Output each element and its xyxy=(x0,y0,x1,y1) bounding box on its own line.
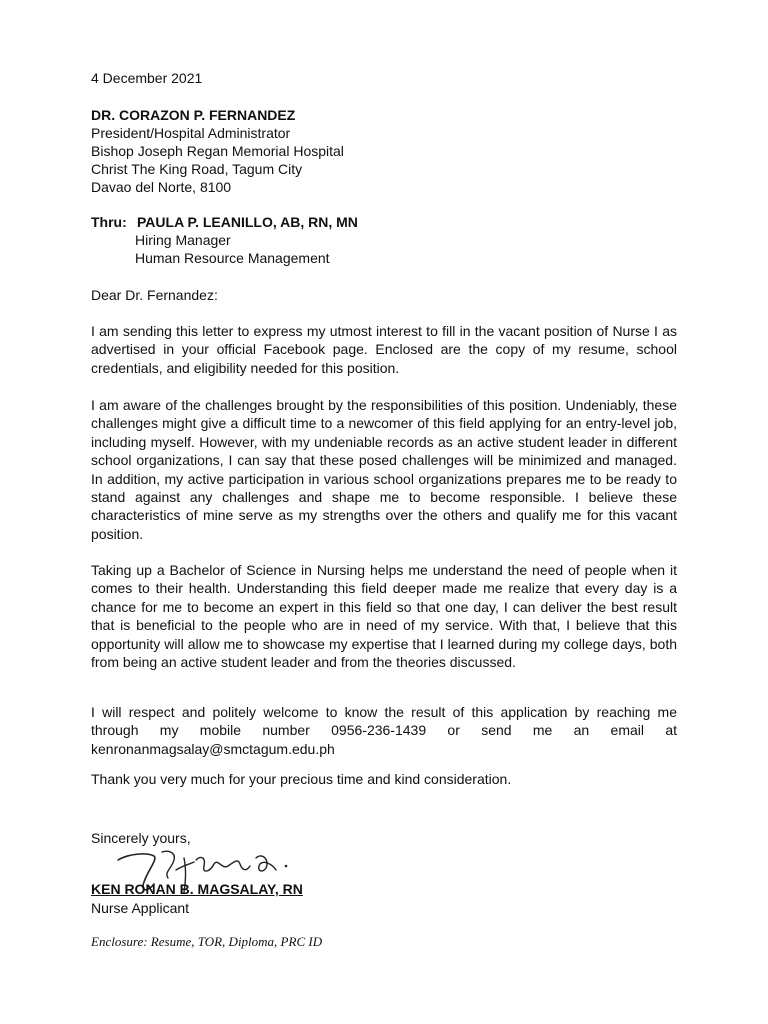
body-paragraph-5: Thank you very much for your precious time and kind consideration. xyxy=(91,771,512,787)
thru-title: Hiring Manager xyxy=(135,232,231,248)
body-paragraph-3: Taking up a Bachelor of Science in Nursing helps me understand the need of people when it comes to their health. Understanding this field deeper made me realize that every day is a chance for me to become an expert in this field so that one day, I can deliver the best result that is beneficial to the people who are in need of my service. With that, I believe that this opportunity will allow me to showcase my expertise that I learned during my college days, both from being an active student leader and from the theories discussed. xyxy=(91,562,677,671)
body-paragraph-4: I will respect and politely welcome to know the result of this application by reaching me through my mobile number 0956-236-1439 or send me an email at kenronanmagsalay@smctagum.edu.ph xyxy=(91,704,677,757)
letter-date: 4 December 2021 xyxy=(91,70,203,86)
thru-department: Human Resource Management xyxy=(135,250,330,266)
enclosure-note: Enclosure: Resume, TOR, Diploma, PRC ID xyxy=(91,934,323,949)
closing: Sincerely yours, xyxy=(91,830,191,846)
recipient-organization: Bishop Joseph Regan Memorial Hospital xyxy=(91,143,344,159)
recipient-title: President/Hospital Administrator xyxy=(91,125,291,141)
recipient-street: Christ The King Road, Tagum City xyxy=(91,161,303,177)
body-paragraph-1: I am sending this letter to express my utmost interest to fill in the vacant position of Nurse I as advertised in your official Facebook page. Enclosed are the copy of my resume, school credentials, and eligibility needed for this position. xyxy=(91,323,677,376)
thru-name: PAULA P. LEANILLO, AB, RN, MN xyxy=(137,214,358,230)
recipient-name: DR. CORAZON P. FERNANDEZ xyxy=(91,107,296,123)
recipient-region: Davao del Norte, 8100 xyxy=(91,179,232,195)
signer-title: Nurse Applicant xyxy=(91,900,190,916)
thru-label: Thru: xyxy=(91,214,127,230)
signer-name: KEN RONAN B. MAGSALAY, RN xyxy=(91,881,303,897)
salutation: Dear Dr. Fernandez: xyxy=(91,287,218,303)
body-paragraph-2: I am aware of the challenges brought by the responsibilities of this position. Undeniably, these challenges might give a difficult time to a newcomer of this field applying for an entry-level job, including myself. However, with my undeniable records as an active student leader in different school organizations, I can say that these posed challenges will be minimized and managed. In addition, my active participation in various school organizations prepares me to be ready to stand against any challenges and shape me to become responsible. I believe these characteristics of mine serve as my strengths over the others and qualify me for this vacant position. xyxy=(91,397,677,542)
